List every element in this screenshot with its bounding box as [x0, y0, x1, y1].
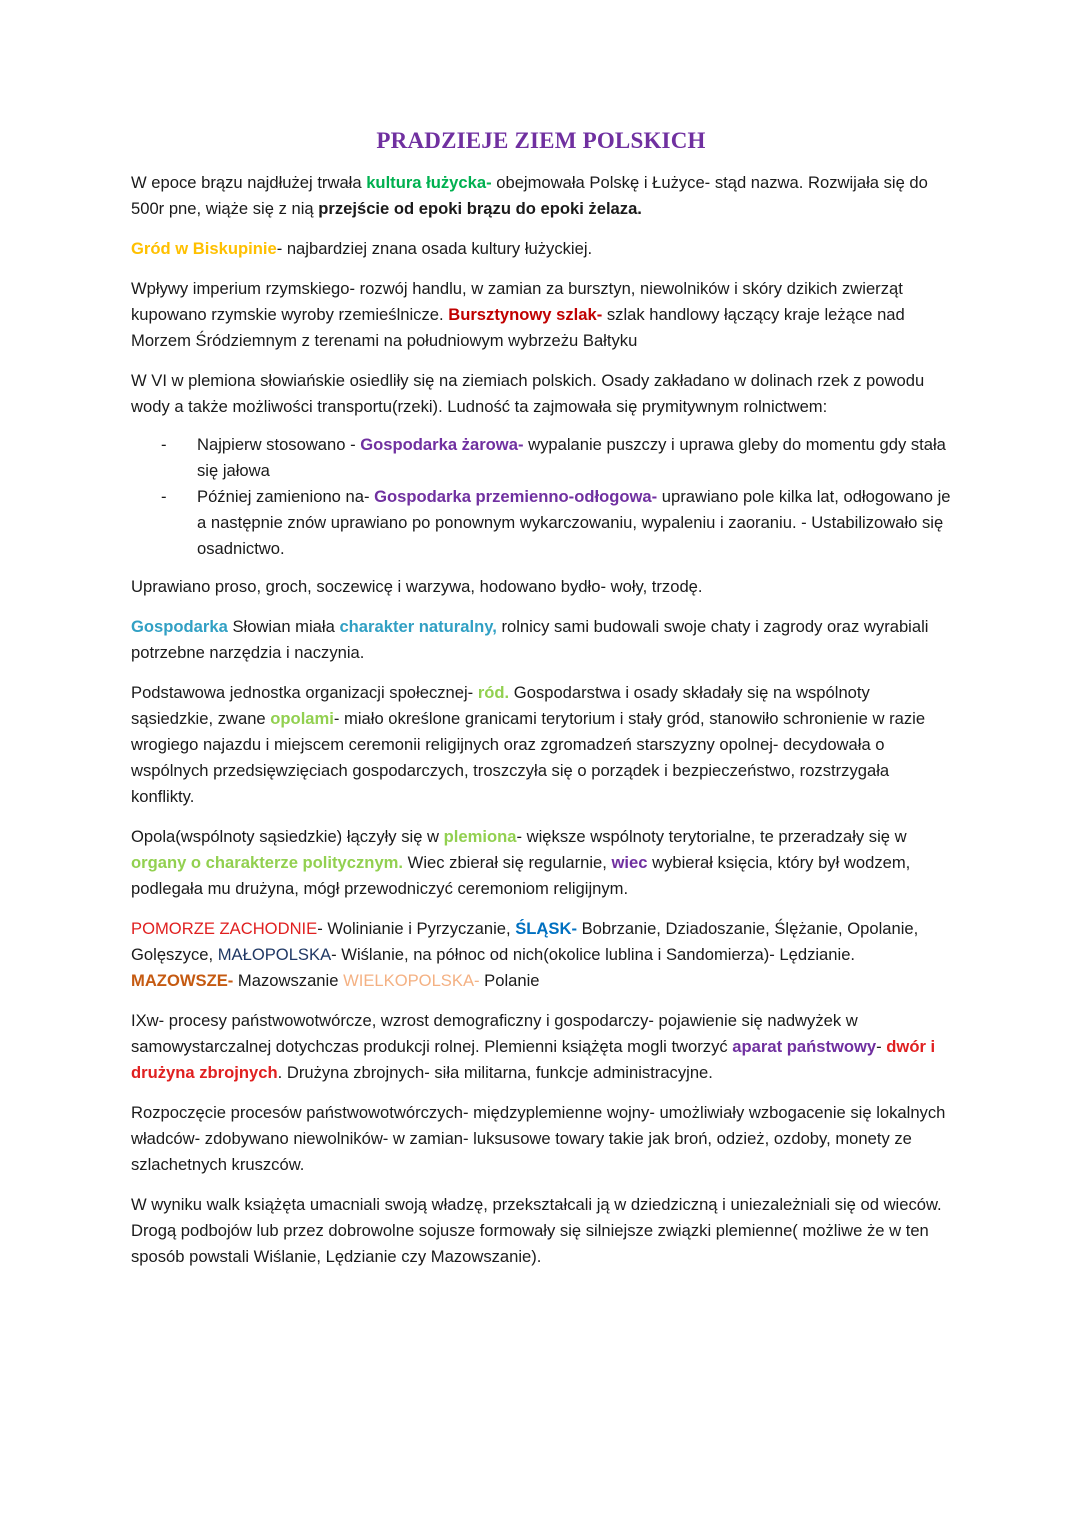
text: Wpływy imperium rzymskiego- rozwój handlu, w zamian za bursztyn, niewolników i skóry dzikich zwierząt kupowano rzymskie wyroby rzemieślnicze. — [131, 279, 903, 324]
bold-phrase: przejście od epoki brązu do epoki żelaza. — [318, 199, 642, 218]
text: - większe wspólnoty terytorialne, te przeradzały się w — [516, 827, 907, 846]
document-page — [131, 128, 951, 1284]
text: - miało określone granicami terytorium i stały gród, stanowiło schronienie w razie wrogiego najazdu i miejscem ceremonii religijnych oraz zgromadzeń starszyzny opolnej- decydowała o wspólnych przedsięwzięciach gospodarczych, troszczyła się o porządek i bezpieczeństwo, rozstrzygała konflikty. — [131, 709, 926, 806]
dash-bullet: - — [161, 487, 167, 506]
text: szlak handlowy łączący kraje leżące nad Morzem Śródziemnym z terenami na południowym wybrzeżu Bałtyku — [131, 305, 905, 350]
text: - Wiślanie, na północ od nich(okolice lublina i Sandomierza)- Lędzianie. — [331, 945, 856, 964]
text: Mazowszanie — [233, 971, 344, 990]
term-opola: opolami — [270, 709, 334, 728]
paragraph-kultura-luzycka — [131, 170, 951, 222]
region-malopolska: MAŁOPOLSKA — [217, 945, 332, 964]
text: Gospodarstwa i osady składały się na wspólnoty sąsiedzkie, zwane — [131, 683, 870, 728]
term-gospodarka: Gospodarka — [131, 617, 228, 636]
text: Podstawowa jednostka organizacji społecznej- — [131, 683, 478, 702]
term-grod-w-biskupinie: Gród w Biskupinie — [131, 239, 277, 258]
document-title: PRADZIEJE ZIEM POLSKICH — [376, 128, 706, 153]
paragraph-zwiazki-plemienne — [131, 1192, 951, 1270]
region-wielkopolska: WIELKOPOLSKA- — [343, 971, 480, 990]
text: Bobrzanie, Dziadoszanie, Ślężanie, Opolanie, Golęszyce, — [131, 919, 919, 964]
term-gospodarka-zarowa: Gospodarka żarowa- — [360, 435, 524, 454]
term-organy-polityczne: organy o charakterze politycznym. — [131, 853, 404, 872]
dash-bullet: - — [161, 435, 167, 454]
text: wypalanie puszczy i uprawa gleby do momentu gdy stała się jałowa — [197, 435, 946, 480]
paragraph-gospodarka-naturalna — [131, 614, 951, 666]
text: IXw- procesy państwowotwórcze, wzrost demograficzny i gospodarczy- pojawienie się nadwyżek w samowystarczalnej dotychczas produkcji rolnej. Plemienni książęta mogli tworzyć — [131, 1011, 858, 1056]
list-item — [131, 432, 951, 484]
list-item — [131, 484, 951, 562]
term-rod: ród. — [477, 683, 510, 702]
term-wiec: wiec — [611, 853, 648, 872]
text: Wiec zbierał się regularnie, — [403, 853, 612, 872]
text: - — [876, 1037, 887, 1056]
term-plemiona: plemiona — [443, 827, 517, 846]
text: Później zamieniono na- — [197, 487, 375, 506]
paragraph-plemiona-wiec — [131, 824, 951, 902]
paragraph-uprawy — [131, 574, 951, 600]
text: Najpierw stosowano - — [197, 435, 361, 454]
text: - najbardziej znana osada kultury łużyckiej. — [276, 239, 593, 258]
text: W epoce brązu najdłużej trwała — [131, 173, 367, 192]
text: W VI w plemiona słowiańskie osiedliły się na ziemiach polskich. Osady zakładano w dolinach rzek z powodu wody a także możliwości transportu(rzeki). Ludność ta zajmowała się prymitywnym rolnictwem: — [131, 371, 925, 416]
region-pomorze-zachodnie: POMORZE ZACHODNIE — [131, 919, 318, 938]
text: Rozpoczęcie procesów państwowotwórczych- międzyplemienne wojny- umożliwiały wzbogacenie się lokalnych władców- zdobywano niewolników- w zamian- luksusowe towary takie jak broń, odzież, ozdoby, monety ze szlachetnych kruszców. — [131, 1103, 946, 1174]
paragraph-slowianie — [131, 368, 951, 420]
paragraph-regiony — [131, 916, 951, 994]
term-bursztynowy-szlak: Bursztynowy szlak- — [448, 305, 603, 324]
paragraph-biskupin — [131, 236, 951, 262]
region-slask: ŚLĄSK- — [515, 919, 577, 938]
text: - Wolinianie i Pyrzyczanie, — [317, 919, 516, 938]
term-kultura-luzycka: kultura łużycka- — [366, 173, 492, 192]
text: W wyniku walk książęta umacniali swoją władzę, przekształcali ją w dziedziczną i uniezależniali się od wieców. Drogą podbojów lub przez dobrowolne sojusze formowały się silniejsze związki plemienne( możliwe że w ten sposób powstali Wiślanie, Lędzianie czy Mazowszanie). — [131, 1195, 942, 1266]
text: . Drużyna zbrojnych- siła militarna, funkcje administracyjne. — [277, 1063, 713, 1082]
term-dwor-i-druzyna: dwór i drużyna zbrojnych — [131, 1037, 936, 1082]
text: wybierał księcia, który był wodzem, podlegała mu drużyna, mógł przewodniczyć ceremoniom religijnym. — [131, 853, 911, 898]
text: Polanie — [479, 971, 540, 990]
text: rolnicy sami budowali swoje chaty i zagrody oraz wyrabiali potrzebne narzędzia i naczynia. — [131, 617, 929, 662]
text: Słowian miała — [227, 617, 340, 636]
term-gospodarka-przemienno-odlogowa: Gospodarka przemienno-odłogowa- — [374, 487, 658, 506]
paragraph-rod-opola — [131, 680, 951, 810]
region-mazowsze: MAZOWSZE- — [131, 971, 234, 990]
farming-list — [131, 432, 951, 562]
term-charakter-naturalny: charakter naturalny, — [339, 617, 497, 636]
paragraph-bursztynowy-szlak — [131, 276, 951, 354]
paragraph-wojny — [131, 1100, 951, 1178]
term-aparat-panstwowy: aparat państwowy — [732, 1037, 877, 1056]
text: uprawiano pole kilka lat, odłogowano je a następnie znów uprawiano po ponownym wykarczowaniu, wypaleniu i zaoraniu. - Ustabilizowało się osadnictwo. — [197, 487, 951, 558]
paragraph-procesy-panstwowotworcze — [131, 1008, 951, 1086]
text: obejmowała Polskę i Łużyce- stąd nazwa. Rozwijała się do 500r pne, wiąże się z nią — [131, 173, 928, 218]
text: Opola(wspólnoty sąsiedzkie) łączyły się w — [131, 827, 444, 846]
text: Uprawiano proso, groch, soczewicę i warzywa, hodowano bydło- woły, trzodę. — [131, 577, 703, 596]
